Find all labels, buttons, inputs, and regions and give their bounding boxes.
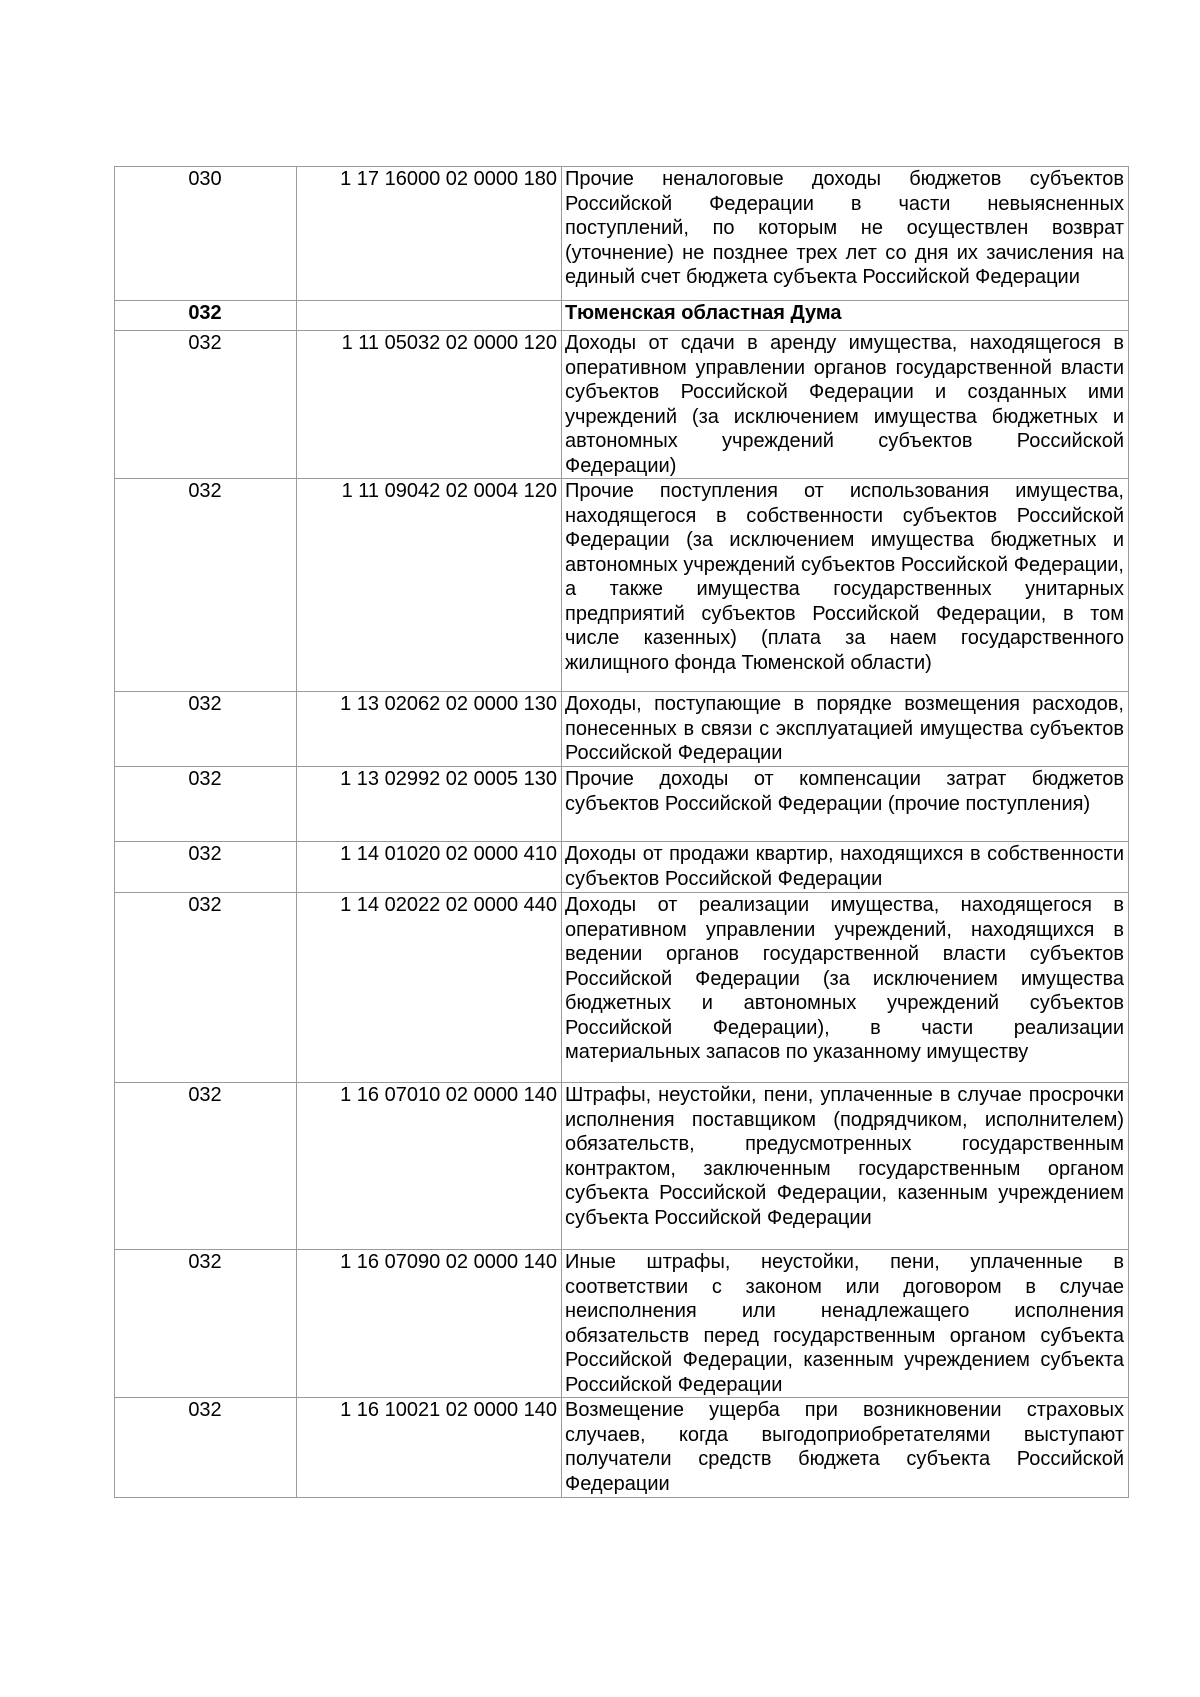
revenue-code: 1 13 02992 02 0005 130 xyxy=(297,767,562,842)
revenue-name: Доходы от реализации имущества, находящегося в оперативном управлении учреждений, находящихся в ведении органов государственной власти субъектов Российской Федерации (за исключением имущества бюджетных и автономных учреждений субъектов Российской Федерации), в части реализации материальных запасов по указанному имуществу xyxy=(562,893,1129,1083)
revenue-name: Иные штрафы, неустойки, пени, уплаченные в соответствии с законом или договором в случае неисполнения или ненадлежащего исполнения обязательств перед государственным органом субъекта Российской Федерации, казенным учреждением субъекта Российской Федерации xyxy=(562,1250,1129,1398)
section-header-row xyxy=(115,301,1129,331)
administrator-name: Тюменская областная Дума xyxy=(562,301,1129,331)
table-row xyxy=(115,767,1129,842)
administrator-code: 032 xyxy=(115,842,297,893)
revenue-name: Доходы от сдачи в аренду имущества, находящегося в оперативном управлении органов государственной власти субъектов Российской Федерации и созданных ими учреждений (за исключением имущества бюджетных и автономных учреждений субъектов Российской Федерации) xyxy=(562,331,1129,479)
revenue-code: 1 13 02062 02 0000 130 xyxy=(297,692,562,767)
table-row xyxy=(115,1398,1129,1498)
table-row xyxy=(115,1083,1129,1250)
table-body xyxy=(115,167,1129,1498)
revenue-code: 1 14 01020 02 0000 410 xyxy=(297,842,562,893)
revenue-code: 1 16 10021 02 0000 140 xyxy=(297,1398,562,1498)
administrator-code: 032 xyxy=(115,479,297,692)
revenue-name: Доходы от продажи квартир, находящихся в собственности субъектов Российской Федерации xyxy=(562,842,1129,893)
revenue-code: 1 11 05032 02 0000 120 xyxy=(297,331,562,479)
table-row xyxy=(115,1250,1129,1398)
administrator-code: 032 xyxy=(115,1083,297,1250)
revenue-code: 1 14 02022 02 0000 440 xyxy=(297,893,562,1083)
administrator-code: 032 xyxy=(115,692,297,767)
revenue-code xyxy=(297,301,562,331)
administrator-code: 032 xyxy=(115,767,297,842)
revenue-code: 1 16 07090 02 0000 140 xyxy=(297,1250,562,1398)
administrator-code: 032 xyxy=(115,1398,297,1498)
revenue-name: Прочие неналоговые доходы бюджетов субъектов Российской Федерации в части невыясненных поступлений, по которым не осуществлен возврат (уточнение) не позднее трех лет со дня их зачисления на единый счет бюджета субъекта Российской Федерации xyxy=(562,167,1129,301)
administrator-code: 032 xyxy=(115,301,297,331)
table-row xyxy=(115,479,1129,692)
table-row xyxy=(115,842,1129,893)
table-row xyxy=(115,331,1129,479)
revenue-name: Доходы, поступающие в порядке возмещения расходов, понесенных в связи с эксплуатацией имущества субъектов Российской Федерации xyxy=(562,692,1129,767)
table-row xyxy=(115,692,1129,767)
administrator-code: 032 xyxy=(115,893,297,1083)
revenue-code: 1 17 16000 02 0000 180 xyxy=(297,167,562,301)
revenue-code: 1 16 07010 02 0000 140 xyxy=(297,1083,562,1250)
table-row xyxy=(115,167,1129,301)
table-row xyxy=(115,893,1129,1083)
revenue-name: Штрафы, неустойки, пени, уплаченные в случае просрочки исполнения поставщиком (подрядчиком, исполнителем) обязательств, предусмотренных государственным контрактом, заключенным государственным органом субъекта Российской Федерации, казенным учреждением субъекта Российской Федерации xyxy=(562,1083,1129,1250)
administrator-code: 032 xyxy=(115,1250,297,1398)
administrator-code: 030 xyxy=(115,167,297,301)
administrator-code: 032 xyxy=(115,331,297,479)
revenue-name: Возмещение ущерба при возникновении страховых случаев, когда выгодоприобретателями выступают получатели средств бюджета субъекта Российской Федерации xyxy=(562,1398,1129,1498)
revenue-name: Прочие доходы от компенсации затрат бюджетов субъектов Российской Федерации (прочие поступления) xyxy=(562,767,1129,842)
revenue-name: Прочие поступления от использования имущества, находящегося в собственности субъектов Российской Федерации (за исключением имущества бюджетных и автономных учреждений субъектов Российской Федерации, а также имущества государственных унитарных предприятий субъектов Российской Федерации, в том числе казенных) (плата за наем государственного жилищного фонда Тюменской области) xyxy=(562,479,1129,692)
revenue-code: 1 11 09042 02 0004 120 xyxy=(297,479,562,692)
budget-codes-table xyxy=(114,166,1129,1498)
